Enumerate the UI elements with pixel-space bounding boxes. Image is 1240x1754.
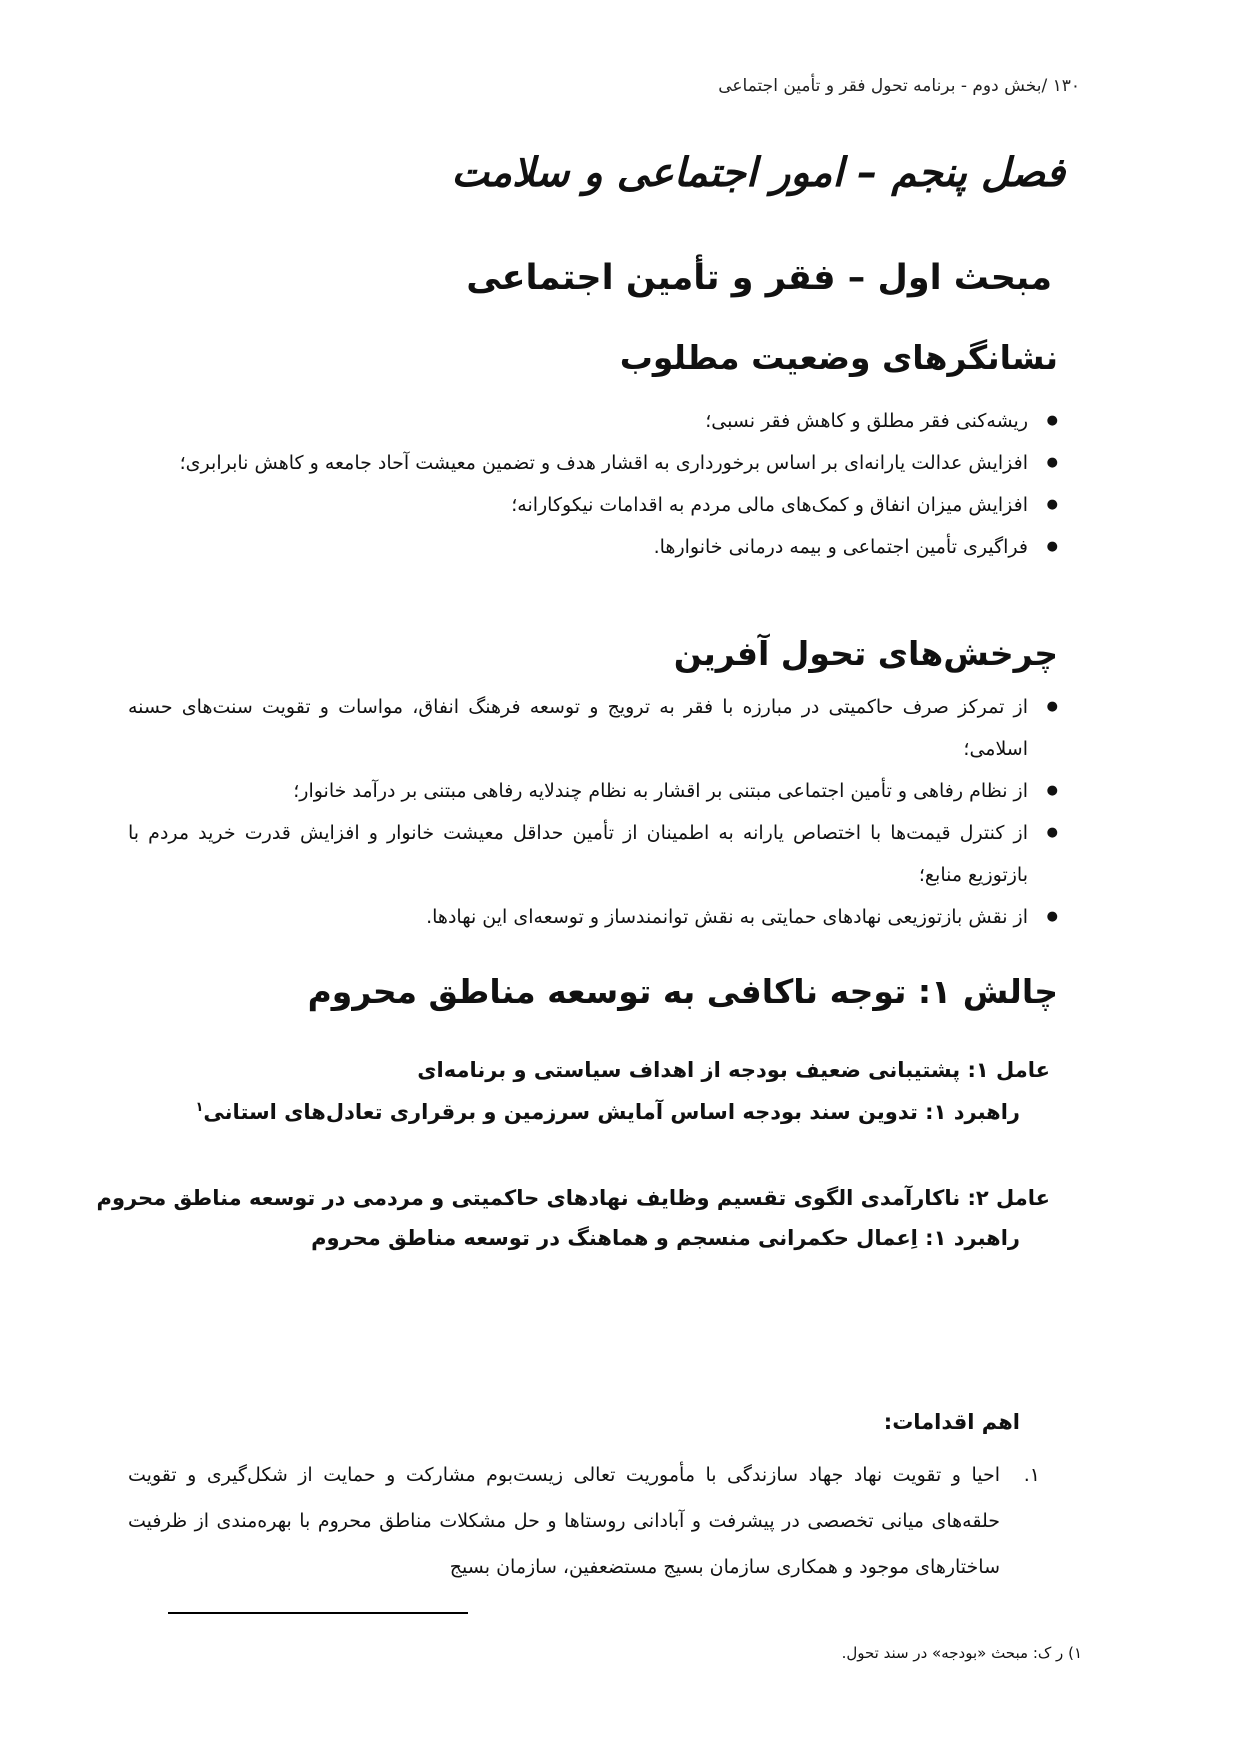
factor-2: عامل ۲: ناکارآمدی الگوی تقسیم وظایف نهادهای حاکمیتی و مردمی در توسعه مناطق محروم (96, 1186, 1050, 1210)
footnote-divider (168, 1612, 468, 1614)
list-item: ● افزایش عدالت یارانه‌ای بر اساس برخورداری به اقشار هدف و تضمین معیشت آحاد جامعه و کاهش نابرابری؛ (128, 442, 1060, 484)
action-number: ۱. (1023, 1464, 1040, 1486)
footnote: ۱) ر ک: مبحث «بودجه» در سند تحول. (841, 1644, 1082, 1662)
list-item: ● از کنترل قیمت‌ها با اختصاص یارانه به اطمینان از تأمین حداقل معیشت خانوار و افزایش قدرت خرید مردم با بازتوزیع منابع؛ (128, 812, 1060, 896)
challenge-heading: چالش ۱: توجه ناکافی به توسعه مناطق محروم (307, 972, 1058, 1011)
factor-1: عامل ۱: پشتیبانی ضعیف بودجه از اهداف سیاستی و برنامه‌ای (417, 1058, 1050, 1082)
list-item: ● از تمرکز صرف حاکمیتی در مبارزه با فقر به ترویج و توسعه فرهنگ انفاق، مواسات و تقویت سنت‌های حسنه اسلامی؛ (128, 686, 1060, 770)
measures-label: اهم اقدامات: (883, 1410, 1020, 1434)
list-item: ● افزایش میزان انفاق و کمک‌های مالی مردم به اقدامات نیکوکارانه؛ (128, 484, 1060, 526)
shifts-heading: چرخش‌های تحول آفرین (673, 634, 1058, 673)
shifts-list (128, 686, 1060, 938)
strategy-1 (195, 1100, 1020, 1124)
chapter-title: فصل پنجم – امور اجتماعی و سلامت (451, 150, 1065, 196)
footnote-ref[interactable]: ۱ (195, 1100, 204, 1115)
section-title: مبحث اول – فقر و تأمین اجتماعی (466, 258, 1052, 298)
action-item (128, 1452, 1040, 1590)
indicators-list (128, 400, 1060, 568)
list-item: ● ریشه‌کنی فقر مطلق و کاهش فقر نسبی؛ (128, 400, 1060, 442)
list-item: ● از نقش بازتوزیعی نهادهای حمایتی به نقش توانمندساز و توسعه‌ای این نهادها. (128, 896, 1060, 938)
list-item: ● فراگیری تأمین اجتماعی و بیمه درمانی خانوارها. (128, 526, 1060, 568)
indicators-heading: نشانگرهای وضعیت مطلوب (619, 338, 1058, 377)
action-text: احیا و تقویت نهاد جهاد سازندگی با مأموریت تعالی زیست‌بوم مشارکت و حمایت از شکل‌گیری و تقویت حلقه‌های میانی تخصصی در پیشرفت و آبادانی روستاها و حل مشکلات مناطق محروم با بهره‌مندی از ظرفیت ساختارهای موجود و همکاری سازمان بسیج مستضعفین، سازمان بسیج (128, 1464, 1000, 1578)
strategy-1-text: راهبرد ۱: تدوین سند بودجه اساس آمایش سرزمین و برقراری تعادل‌های استانی (203, 1100, 1020, 1124)
strategy-2: راهبرد ۱: اِعمال حکمرانی منسجم و هماهنگ در توسعه مناطق محروم (311, 1226, 1020, 1250)
list-item: ● از نظام رفاهی و تأمین اجتماعی مبتنی بر اقشار به نظام چندلایه رفاهی مبتنی بر درآمد خانوار؛ (128, 770, 1060, 812)
running-header: ۱۳۰ /بخش دوم - برنامه تحول فقر و تأمین اجتماعی (718, 76, 1080, 96)
